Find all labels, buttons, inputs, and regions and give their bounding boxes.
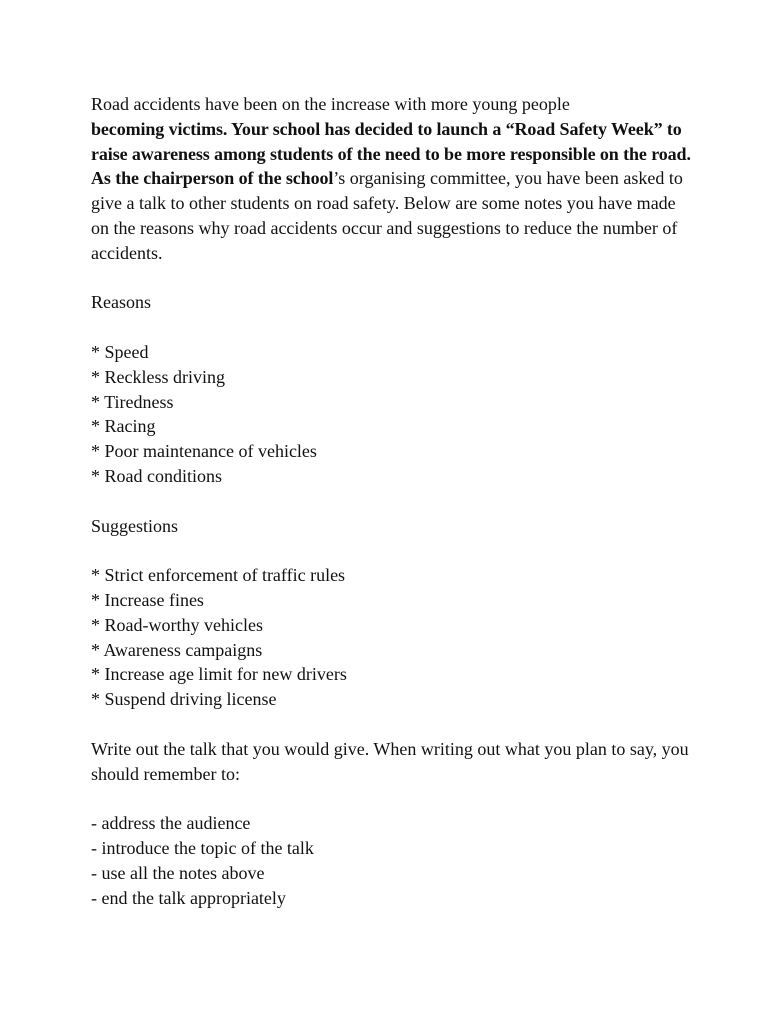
spacer <box>91 315 691 340</box>
reasons-heading: Reasons <box>91 292 151 313</box>
list-item: * Increase fines <box>91 589 204 610</box>
suggestions-heading: Suggestions <box>91 515 179 536</box>
list-item: * Tiredness <box>91 391 174 412</box>
list-item: * Racing <box>91 416 156 437</box>
list-item: - use all the notes above <box>91 862 265 883</box>
list-item: - end the talk appropriately <box>91 887 286 908</box>
list-item: * Awareness campaigns <box>91 639 263 660</box>
list-item: * Road-worthy vehicles <box>91 614 263 635</box>
document-page <box>91 92 691 910</box>
list-item: * Reckless driving <box>91 366 225 387</box>
list-item: * Road conditions <box>91 465 222 486</box>
spacer <box>91 538 691 563</box>
list-item: - address the audience <box>91 813 251 834</box>
list-item: * Suspend driving license <box>91 689 277 710</box>
suggestions-list <box>91 563 691 712</box>
spacer <box>91 266 691 291</box>
list-item: * Poor maintenance of vehicles <box>91 441 317 462</box>
intro-text-part-1: Road accidents have been on the increase with more young people <box>91 94 570 114</box>
spacer <box>91 786 691 811</box>
instruction-list <box>91 811 691 910</box>
list-item: - introduce the topic of the talk <box>91 837 314 858</box>
list-item: * Increase age limit for new drivers <box>91 664 347 685</box>
list-item: * Speed <box>91 341 149 362</box>
list-item: * Strict enforcement of traffic rules <box>91 565 346 586</box>
spacer <box>91 489 691 514</box>
intro-text-part-3: ’s organising committee, you have been asked to give a talk to other students on road safety. Below are some notes you have made on the reasons why road accidents occur and suggestions to reduce the number of accidents. <box>91 168 683 263</box>
instruction-paragraph: Write out the talk that you would give. When writing out what you plan to say, you should remember to: <box>91 738 689 784</box>
intro-paragraph <box>91 92 691 266</box>
intro-text-part-2: becoming victims. Your school has decided to launch a “Road Safety Week” to raise awareness among students of the need to be more responsible on the road. As the chairperson of the school <box>91 118 691 189</box>
reasons-list <box>91 340 691 489</box>
spacer <box>91 712 691 737</box>
